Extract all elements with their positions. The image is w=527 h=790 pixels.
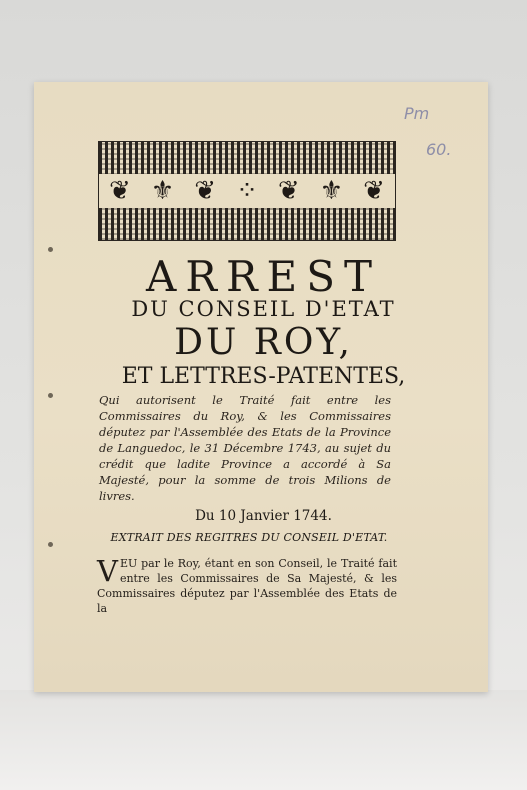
ornament-flourish-icon: ❦ [109,176,131,206]
ornament-flourish-icon: ❦ [194,176,217,206]
ornament-band [99,174,395,208]
handwritten-note: 60. [426,140,452,159]
decree-date: Du 10 Janvier 1744. [195,508,332,524]
title-roy: DU ROY, [174,322,353,363]
ornament-flourish-icon: ⁘ [236,176,258,206]
body-text: EU par le Roy, étant en son Conseil, le Traité fait entre les Commissaires de Sa Majesté, & les Commissaires députez par l'Assemblée des Etats de la [97,557,397,615]
ornament-flourish-icon: ❦ [277,176,300,206]
ornament-flourish-icon: ⚜ [319,176,344,206]
body-paragraph [97,556,397,616]
binding-hole [48,393,53,398]
title-lettres-patentes: ET LETTRES-PATENTES, [121,364,406,389]
ornament-flourish-icon: ⚜ [150,176,175,206]
title-arrest: ARREST [145,252,382,301]
drop-cap: V [97,554,118,588]
photo-background [0,690,527,790]
ornamental-headpiece [98,141,396,241]
handwritten-note: Pm [404,104,430,123]
binding-hole [48,542,53,547]
summary-paragraph: Qui autorisent le Traité fait entre les Commissaires du Roy, & les Commissaires députez par l'Assemblée des Etats de la Province de Languedoc, le 31 Décembre 1743, au sujet du crédit que ladite Province a accordé à Sa Majesté, pour la somme de trois Milions de livres. [99,393,391,503]
title-conseil: DU CONSEIL D'ETAT [131,297,396,321]
ornament-flourish-icon: ❦ [363,176,385,206]
extrait-heading: EXTRAIT DES REGITRES DU CONSEIL D'ETAT. [110,531,388,544]
